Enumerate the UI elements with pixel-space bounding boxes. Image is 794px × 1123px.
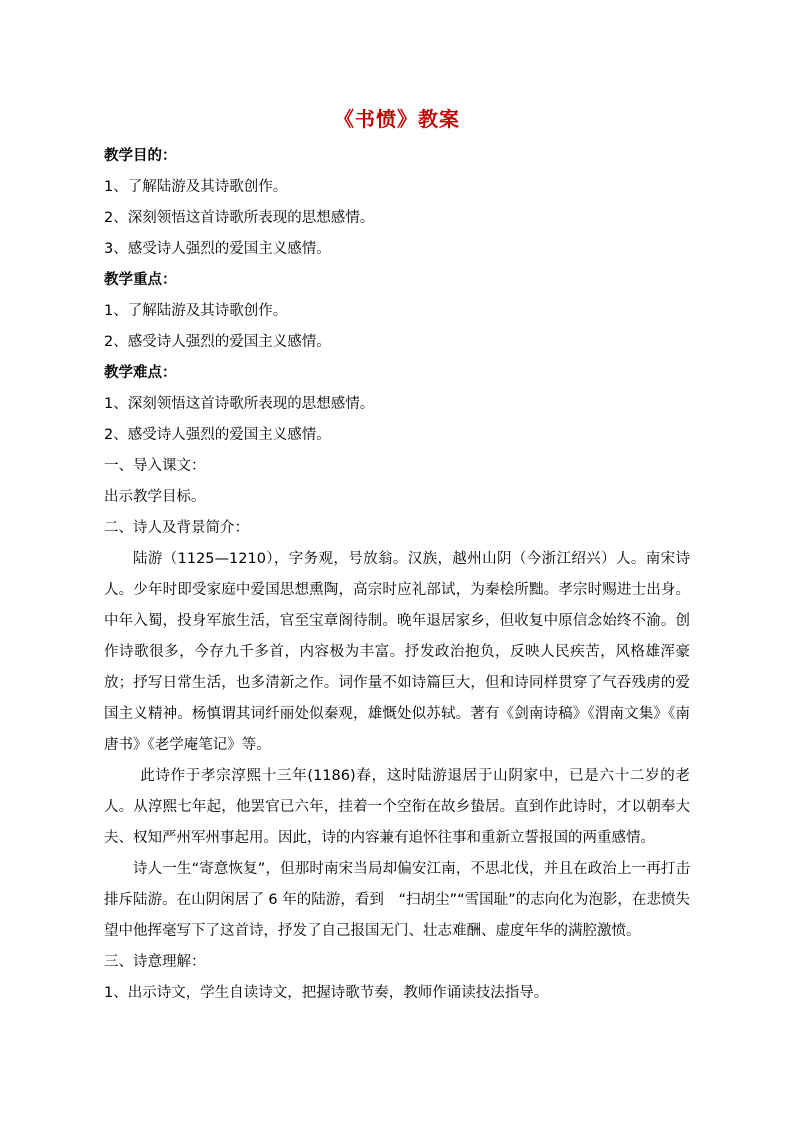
difficulty-item: 2、感受诗人强烈的爱国主义感情。	[104, 427, 331, 443]
section-heading-intro: 一、导入课文：	[104, 458, 206, 474]
document-body	[104, 141, 690, 1009]
paragraph-poem-background: 此诗作于孝宗淳熙十三年(1186)春，这时陆游退居于山阴家中，已是六十二岁的老人。从淳熙七年起，他罢官已六年，挂着一个空衔在故乡蛰居。直到作此诗时，才以朝奉大夫、权知严州军州事起用。因此，诗的内容兼有追怀往事和重新立誓报国的两重感情。	[104, 768, 690, 846]
focus-item: 1、了解陆游及其诗歌创作。	[104, 303, 288, 319]
focus-heading: 教学重点：	[104, 272, 177, 288]
document-title: 《书愤》教案	[334, 107, 460, 131]
section-heading-background: 二、诗人及背景简介：	[104, 520, 249, 536]
focus-item: 2、感受诗人强烈的爱国主义感情。	[104, 334, 331, 350]
goal-item: 1、了解陆游及其诗歌创作。	[104, 179, 288, 195]
understanding-item: 1、出示诗文，学生自读诗文，把握诗歌节奏，教师作诵读技法指导。	[104, 985, 549, 1001]
section-intro-text: 出示教学目标。	[104, 489, 206, 505]
paragraph-poet-feeling: 诗人一生“寄意恢复”，但那时南宋当局却偏安江南，不思北伐，并且在政治上一再打击排斥陆游。在山阴闲居了 6 年的陆游，看到 “扫胡尘”“雪国耻”的志向化为泡影，在悲愤失望中他挥毫写下了这首诗，抒发了自己报国无门、壮志难酬、虚度年华的满腔激愤。	[104, 861, 690, 939]
difficulty-item: 1、深刻领悟这首诗歌所表现的思想感情。	[104, 396, 375, 412]
paragraph-poet-biography: 陆游（1125—1210），字务观，号放翁。汉族，越州山阴（今浙江绍兴）人。南宋诗人。少年时即受家庭中爱国思想熏陶，高宗时应礼部试，为秦桧所黜。孝宗时赐进士出身。中年入蜀，投身军旅生活，官至宝章阁待制。晚年退居家乡，但收复中原信念始终不渝。创作诗歌很多，今存九千多首，内容极为丰富。抒发政治抱负，反映人民疾苦，风格雄浑豪放；抒写日常生活，也多清新之作。词作量不如诗篇巨大，但和诗同样贯穿了气吞残虏的爱国主义精神。杨慎谓其词纤丽处似秦观，雄慨处似苏轼。著有《剑南诗稿》《渭南文集》《南唐书》《老学庵笔记》等。	[104, 551, 690, 753]
goal-item: 2、深刻领悟这首诗歌所表现的思想感情。	[104, 210, 375, 226]
difficulty-heading: 教学难点：	[104, 365, 177, 381]
goal-item: 3、感受诗人强烈的爱国主义感情。	[104, 241, 331, 257]
goals-heading: 教学目的：	[104, 148, 177, 164]
section-heading-understanding: 三、诗意理解：	[104, 954, 206, 970]
